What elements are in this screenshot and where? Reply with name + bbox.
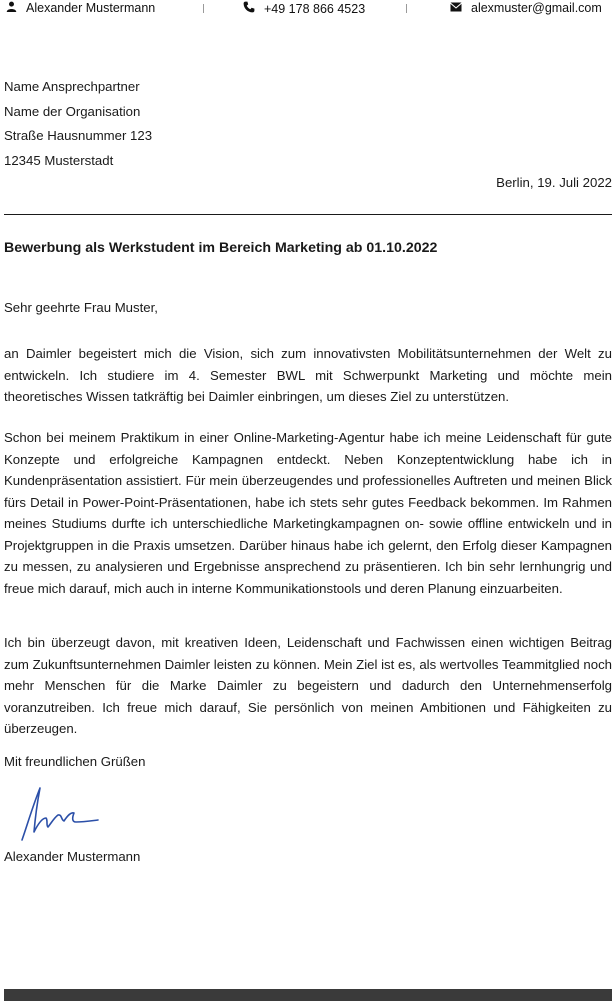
person-icon xyxy=(6,1,17,15)
footer-bar xyxy=(4,989,612,1001)
contact-header xyxy=(0,0,616,18)
letter-subject: Bewerbung als Werkstudent im Bereich Marketing ab 01.10.2022 xyxy=(4,240,438,256)
header-divider xyxy=(406,4,407,13)
recipient-organisation: Name der Organisation xyxy=(4,103,141,119)
signature-name: Alexander Mustermann xyxy=(4,849,141,864)
salutation: Sehr geehrte Frau Muster, xyxy=(4,300,158,315)
header-phone[interactable]: +49 178 866 4523 xyxy=(264,1,366,16)
body-paragraph: Schon bei meinem Praktikum in einer Online-Marketing-Agentur habe ich meine Leidenschaft für gute Konzepte und erfolgreiche Kampagnen entdeckt. Neben Konzeptentwicklung habe ich in Kundenpräsentation assistiert. Für mein überzeugendes und professionelles Auftreten und meinen Blick fürs Detail in Power-Point-Präsentationen, habe ich stets sehr gutes Feedback bekommen. Im Rahmen meines Studiums durfte ich unterschiedliche Marketingkampagnen on- sowie offline entwickeln und in Projektgruppen in die Praxis umsetzen. Darüber hinaus habe ich gelernt, den Erfolg dieser Kampagnen zu messen, zu analysieren und Ergebnisse ansprechend zu präsentieren. Ich bin sehr lernhungrig und freue mich darauf, mich auch in interne Kommunikationstools und deren Planung einzuarbeiten. xyxy=(4,430,612,596)
header-email-item[interactable] xyxy=(450,1,602,15)
header-name: Alexander Mustermann xyxy=(26,1,156,15)
divider-line xyxy=(4,214,612,215)
letter-date: Berlin, 19. Juli 2022 xyxy=(496,175,612,190)
header-phone-item[interactable] xyxy=(243,1,365,16)
recipient-address xyxy=(4,75,152,174)
header-name-item xyxy=(6,1,155,15)
handwritten-signature xyxy=(18,782,100,846)
recipient-contact: Name Ansprechpartner xyxy=(4,79,140,94)
header-divider xyxy=(203,4,204,13)
body-paragraph: an Daimler begeistert mich die Vision, sich zum innovativsten Mobilitätsunternehmen der Welt zu entwickeln. Ich studiere im 4. Semester BWL mit Schwerpunkt Marketing und möchte mein theoretisches Wissen tatkräftig bei Daimler einbringen, um dieses Ziel zu unterstützen. xyxy=(4,346,612,404)
envelope-icon xyxy=(450,1,462,15)
closing-phrase: Mit freundlichen Grüßen xyxy=(4,754,146,769)
body-paragraph: Ich bin überzeugt davon, mit kreativen Ideen, Leidenschaft und Fachwissen einen wichtigen Beitrag zum Zukunftsunternehmen Daimler leisten zu können. Mein Ziel ist es, als wertvolles Teammitglied noch mehr Menschen für die Marke Daimler zu begeistern und dadurch den Unternehmenserfolg voranzutreiben. Ich freue mich darauf, Sie persönlich von meinen Ambitionen und Fähigkeiten zu überzeugen. xyxy=(4,635,612,736)
recipient-street: Straße Hausnummer 123 xyxy=(4,128,153,144)
header-email[interactable]: alexmuster@gmail.com xyxy=(471,1,602,15)
phone-icon xyxy=(243,1,255,16)
recipient-city: 12345 Musterstadt xyxy=(4,153,114,169)
